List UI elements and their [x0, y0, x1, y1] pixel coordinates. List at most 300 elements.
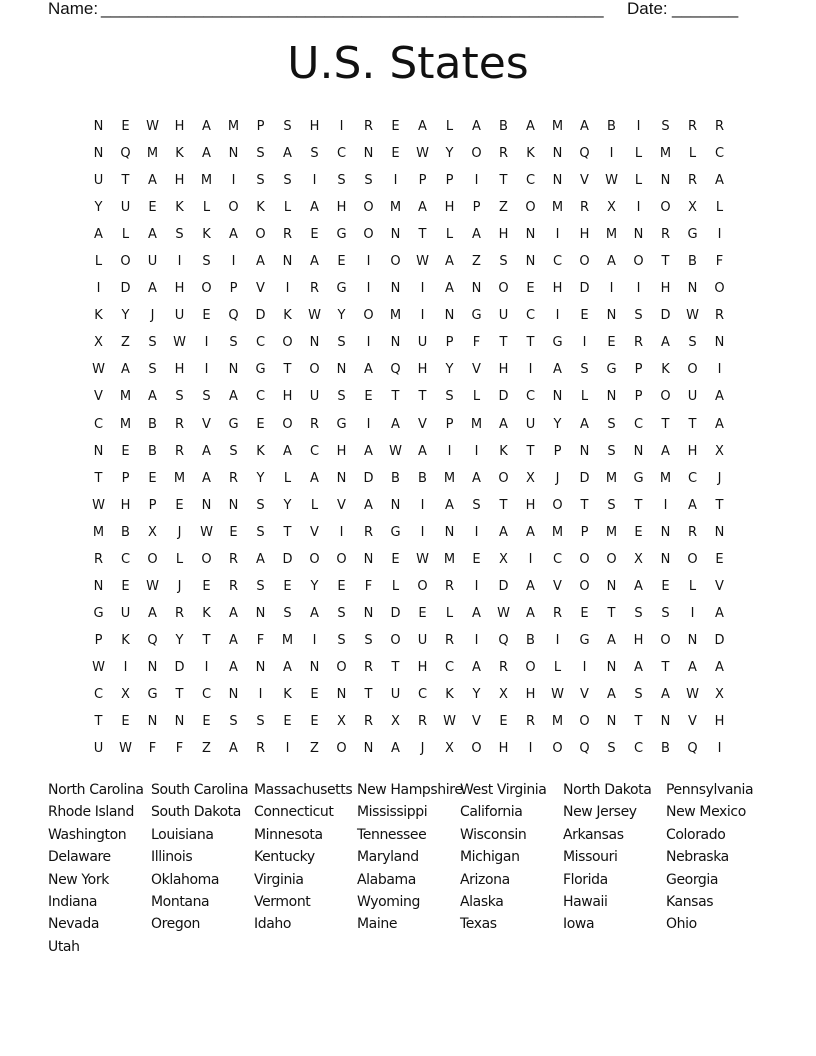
grid-letter[interactable]: I	[636, 119, 641, 134]
grid-letter[interactable]: R	[417, 714, 428, 730]
grid-letter[interactable]: N	[228, 686, 239, 702]
grid-letter[interactable]: O	[498, 281, 509, 297]
grid-letter[interactable]: M	[389, 308, 402, 324]
grid-letter[interactable]: G	[579, 632, 590, 648]
grid-letter[interactable]: H	[174, 362, 185, 378]
grid-letter[interactable]: S	[661, 119, 670, 134]
grid-letter[interactable]: I	[177, 254, 182, 270]
grid-letter[interactable]: I	[555, 227, 560, 243]
grid-letter[interactable]: N	[255, 659, 266, 675]
grid-letter[interactable]: E	[229, 524, 238, 540]
grid-letter[interactable]: I	[717, 362, 722, 378]
grid-letter[interactable]: S	[607, 497, 616, 513]
grid-letter[interactable]: N	[444, 308, 455, 324]
grid-letter[interactable]: O	[363, 200, 374, 216]
grid-letter[interactable]: Y	[94, 200, 103, 216]
grid-letter[interactable]: O	[201, 551, 212, 567]
grid-letter[interactable]: E	[283, 578, 292, 594]
grid-letter[interactable]: A	[445, 254, 454, 270]
grid-letter[interactable]: A	[472, 659, 481, 675]
grid-letter[interactable]: X	[445, 741, 454, 757]
grid-letter[interactable]: A	[229, 632, 238, 648]
grid-letter[interactable]: R	[363, 714, 374, 730]
grid-letter[interactable]: A	[418, 200, 427, 216]
grid-letter[interactable]: P	[580, 524, 589, 540]
grid-letter[interactable]: M	[470, 416, 483, 432]
grid-letter[interactable]: X	[526, 470, 535, 486]
grid-letter[interactable]: A	[148, 227, 157, 243]
grid-letter[interactable]: I	[96, 281, 101, 297]
grid-letter[interactable]: D	[255, 308, 266, 324]
grid-letter[interactable]: E	[472, 551, 481, 567]
grid-letter[interactable]: T	[499, 173, 508, 189]
grid-letter[interactable]: L	[445, 227, 454, 243]
date-field[interactable]: _______	[672, 0, 739, 18]
grid-letter[interactable]: A	[526, 524, 535, 540]
grid-letter[interactable]: T	[634, 714, 643, 730]
grid-letter[interactable]: R	[309, 416, 320, 432]
grid-letter[interactable]: A	[310, 200, 319, 216]
name-field[interactable]: ______________________________________________________	[101, 0, 604, 18]
grid-letter[interactable]: I	[528, 551, 533, 567]
grid-letter[interactable]: K	[283, 686, 292, 702]
grid-letter[interactable]: U	[309, 389, 320, 405]
grid-letter[interactable]: G	[147, 686, 158, 702]
grid-letter[interactable]: I	[231, 254, 236, 270]
grid-letter[interactable]: R	[552, 605, 563, 621]
grid-letter[interactable]: N	[255, 605, 266, 621]
grid-letter[interactable]: R	[174, 443, 185, 459]
grid-letter[interactable]: R	[174, 605, 185, 621]
grid-letter[interactable]: K	[175, 200, 184, 216]
grid-letter[interactable]: U	[93, 741, 104, 757]
grid-letter[interactable]: H	[336, 200, 347, 216]
grid-letter[interactable]: I	[474, 632, 479, 648]
grid-letter[interactable]: Y	[283, 497, 292, 513]
grid-letter[interactable]: R	[714, 308, 725, 324]
grid-letter[interactable]: S	[499, 254, 508, 270]
grid-letter[interactable]: A	[634, 659, 643, 675]
grid-letter[interactable]: S	[202, 254, 211, 270]
grid-letter[interactable]: L	[310, 497, 319, 513]
grid-letter[interactable]: S	[364, 173, 373, 189]
grid-letter[interactable]: M	[389, 200, 402, 216]
grid-letter[interactable]: O	[579, 551, 590, 567]
grid-letter[interactable]: C	[633, 741, 644, 757]
grid-letter[interactable]: W	[416, 146, 429, 162]
grid-letter[interactable]: V	[94, 389, 103, 405]
grid-letter[interactable]: R	[363, 659, 374, 675]
grid-letter[interactable]: M	[551, 714, 564, 730]
grid-letter[interactable]: E	[121, 714, 130, 730]
grid-letter[interactable]: I	[717, 227, 722, 243]
grid-letter[interactable]: O	[606, 551, 617, 567]
grid-letter[interactable]: O	[579, 714, 590, 730]
grid-letter[interactable]: M	[173, 470, 186, 486]
grid-letter[interactable]: C	[93, 686, 104, 702]
grid-letter[interactable]: D	[579, 470, 590, 486]
grid-letter[interactable]: W	[173, 335, 186, 351]
grid-letter[interactable]: I	[366, 281, 371, 297]
grid-letter[interactable]: W	[308, 308, 321, 324]
grid-letter[interactable]: T	[688, 416, 697, 432]
grid-letter[interactable]: M	[119, 389, 132, 405]
grid-letter[interactable]: I	[636, 281, 641, 297]
grid-letter[interactable]: O	[660, 389, 671, 405]
grid-letter[interactable]: N	[606, 389, 617, 405]
grid-letter[interactable]: O	[660, 632, 671, 648]
grid-letter[interactable]: M	[443, 470, 456, 486]
grid-letter[interactable]: E	[310, 227, 319, 243]
grid-letter[interactable]: A	[229, 389, 238, 405]
grid-letter[interactable]: O	[417, 578, 428, 594]
grid-letter[interactable]: A	[688, 497, 697, 513]
grid-letter[interactable]: A	[715, 389, 724, 405]
grid-letter[interactable]: N	[93, 578, 104, 594]
grid-letter[interactable]: R	[498, 659, 509, 675]
grid-letter[interactable]: P	[256, 119, 265, 134]
grid-letter[interactable]: L	[634, 146, 643, 162]
grid-letter[interactable]: N	[336, 362, 347, 378]
grid-letter[interactable]: H	[120, 497, 131, 513]
grid-letter[interactable]: A	[229, 659, 238, 675]
grid-letter[interactable]: T	[499, 497, 508, 513]
grid-letter[interactable]: C	[633, 416, 644, 432]
grid-letter[interactable]: N	[309, 335, 320, 351]
grid-letter[interactable]: A	[580, 119, 589, 134]
grid-letter[interactable]: T	[715, 497, 724, 513]
grid-letter[interactable]: O	[309, 362, 320, 378]
grid-letter[interactable]: P	[553, 443, 562, 459]
grid-letter[interactable]: N	[687, 632, 698, 648]
grid-letter[interactable]: W	[119, 741, 132, 757]
grid-letter[interactable]: S	[607, 443, 616, 459]
grid-letter[interactable]: A	[526, 578, 535, 594]
grid-letter[interactable]: L	[688, 146, 697, 162]
grid-letter[interactable]: A	[445, 497, 454, 513]
grid-letter[interactable]: I	[420, 281, 425, 297]
grid-letter[interactable]: E	[418, 605, 427, 621]
grid-letter[interactable]: I	[690, 605, 695, 621]
grid-letter[interactable]: E	[202, 578, 211, 594]
grid-letter[interactable]: D	[660, 308, 671, 324]
grid-letter[interactable]: H	[687, 443, 698, 459]
grid-letter[interactable]: A	[607, 632, 616, 648]
grid-letter[interactable]: N	[93, 119, 104, 134]
grid-letter[interactable]: C	[552, 254, 563, 270]
grid-letter[interactable]: P	[634, 389, 643, 405]
grid-letter[interactable]: E	[337, 254, 346, 270]
grid-letter[interactable]: I	[366, 335, 371, 351]
grid-letter[interactable]: B	[661, 741, 670, 757]
grid-letter[interactable]: I	[393, 173, 398, 189]
grid-letter[interactable]: E	[364, 389, 373, 405]
grid-letter[interactable]: I	[636, 200, 641, 216]
grid-letter[interactable]: G	[255, 362, 266, 378]
grid-letter[interactable]: C	[417, 686, 428, 702]
grid-letter[interactable]: N	[552, 173, 563, 189]
grid-letter[interactable]: Q	[390, 362, 401, 378]
grid-letter[interactable]: N	[714, 335, 725, 351]
grid-letter[interactable]: S	[580, 362, 589, 378]
grid-letter[interactable]: N	[363, 741, 374, 757]
grid-letter[interactable]: O	[687, 551, 698, 567]
grid-letter[interactable]: Y	[337, 308, 346, 324]
grid-letter[interactable]: R	[174, 416, 185, 432]
grid-letter[interactable]: I	[258, 686, 263, 702]
grid-letter[interactable]: K	[256, 443, 265, 459]
grid-letter[interactable]: M	[146, 146, 159, 162]
grid-letter[interactable]: N	[363, 605, 374, 621]
grid-letter[interactable]: U	[525, 416, 536, 432]
grid-letter[interactable]: A	[148, 605, 157, 621]
grid-letter[interactable]: H	[174, 173, 185, 189]
grid-letter[interactable]: M	[605, 470, 618, 486]
grid-letter[interactable]: O	[579, 578, 590, 594]
grid-letter[interactable]: J	[150, 308, 155, 324]
grid-letter[interactable]: N	[660, 551, 671, 567]
grid-letter[interactable]: O	[471, 741, 482, 757]
grid-letter[interactable]: B	[499, 119, 508, 134]
grid-letter[interactable]: E	[121, 443, 130, 459]
grid-letter[interactable]: A	[364, 362, 373, 378]
grid-letter[interactable]: R	[444, 578, 455, 594]
grid-letter[interactable]: S	[688, 335, 697, 351]
grid-letter[interactable]: E	[283, 714, 292, 730]
grid-letter[interactable]: H	[714, 714, 725, 730]
grid-letter[interactable]: Y	[310, 578, 319, 594]
grid-letter[interactable]: O	[390, 254, 401, 270]
grid-letter[interactable]: R	[687, 119, 698, 134]
grid-letter[interactable]: K	[526, 146, 535, 162]
grid-letter[interactable]: S	[634, 605, 643, 621]
grid-letter[interactable]: G	[93, 605, 104, 621]
grid-letter[interactable]: W	[686, 686, 699, 702]
grid-letter[interactable]: M	[605, 227, 618, 243]
grid-letter[interactable]: X	[688, 200, 697, 216]
grid-letter[interactable]: D	[282, 551, 293, 567]
grid-letter[interactable]: S	[256, 714, 265, 730]
grid-letter[interactable]: A	[364, 443, 373, 459]
grid-letter[interactable]: J	[177, 524, 182, 540]
grid-letter[interactable]: P	[445, 416, 454, 432]
grid-letter[interactable]: N	[660, 173, 671, 189]
grid-letter[interactable]: A	[148, 173, 157, 189]
grid-letter[interactable]: H	[309, 119, 320, 134]
grid-letter[interactable]: A	[472, 119, 481, 134]
grid-letter[interactable]: X	[391, 714, 400, 730]
grid-letter[interactable]: J	[177, 578, 182, 594]
grid-letter[interactable]: C	[525, 173, 536, 189]
grid-letter[interactable]: N	[282, 254, 293, 270]
grid-letter[interactable]: V	[580, 686, 589, 702]
grid-letter[interactable]: H	[633, 632, 644, 648]
grid-letter[interactable]: W	[92, 659, 105, 675]
grid-letter[interactable]: K	[121, 632, 130, 648]
grid-letter[interactable]: S	[661, 605, 670, 621]
grid-letter[interactable]: A	[526, 119, 535, 134]
grid-letter[interactable]: M	[551, 119, 564, 134]
grid-letter[interactable]: V	[472, 362, 481, 378]
grid-letter[interactable]: H	[525, 497, 536, 513]
grid-letter[interactable]: G	[552, 335, 563, 351]
grid-letter[interactable]: I	[420, 308, 425, 324]
grid-letter[interactable]: E	[148, 200, 157, 216]
grid-letter[interactable]: N	[606, 714, 617, 730]
grid-letter[interactable]: M	[605, 524, 618, 540]
grid-letter[interactable]: X	[121, 686, 130, 702]
grid-letter[interactable]: B	[607, 119, 616, 134]
grid-letter[interactable]: S	[337, 389, 346, 405]
grid-letter[interactable]: T	[283, 524, 292, 540]
grid-letter[interactable]: N	[525, 254, 536, 270]
grid-letter[interactable]: S	[229, 335, 238, 351]
grid-letter[interactable]: A	[283, 659, 292, 675]
grid-letter[interactable]: P	[418, 173, 427, 189]
grid-letter[interactable]: Q	[687, 741, 698, 757]
grid-letter[interactable]: I	[528, 362, 533, 378]
grid-letter[interactable]: I	[474, 578, 479, 594]
grid-letter[interactable]: K	[256, 200, 265, 216]
grid-letter[interactable]: N	[228, 146, 239, 162]
grid-letter[interactable]: E	[148, 470, 157, 486]
grid-letter[interactable]: Y	[472, 686, 481, 702]
grid-letter[interactable]: O	[471, 146, 482, 162]
grid-letter[interactable]: P	[634, 362, 643, 378]
grid-letter[interactable]: G	[336, 227, 347, 243]
grid-letter[interactable]: Z	[121, 335, 130, 351]
grid-letter[interactable]: O	[201, 281, 212, 297]
grid-letter[interactable]: S	[256, 524, 265, 540]
grid-letter[interactable]: S	[256, 173, 265, 189]
grid-letter[interactable]: N	[93, 443, 104, 459]
grid-letter[interactable]: I	[555, 632, 560, 648]
grid-letter[interactable]: I	[285, 281, 290, 297]
grid-letter[interactable]: W	[416, 551, 429, 567]
grid-letter[interactable]: J	[420, 741, 425, 757]
grid-letter[interactable]: S	[337, 632, 346, 648]
grid-letter[interactable]: A	[499, 524, 508, 540]
grid-letter[interactable]: O	[525, 659, 536, 675]
grid-letter[interactable]: R	[498, 146, 509, 162]
grid-letter[interactable]: Y	[445, 146, 454, 162]
grid-letter[interactable]: A	[607, 686, 616, 702]
grid-letter[interactable]: R	[525, 714, 536, 730]
grid-letter[interactable]: Z	[472, 254, 481, 270]
grid-letter[interactable]: K	[202, 227, 211, 243]
grid-letter[interactable]: N	[228, 362, 239, 378]
grid-letter[interactable]: U	[120, 605, 131, 621]
grid-letter[interactable]: A	[229, 227, 238, 243]
grid-letter[interactable]: O	[552, 497, 563, 513]
grid-letter[interactable]: M	[92, 524, 105, 540]
grid-letter[interactable]: V	[580, 173, 589, 189]
grid-letter[interactable]: R	[363, 524, 374, 540]
grid-letter[interactable]: G	[336, 281, 347, 297]
grid-letter[interactable]: W	[686, 308, 699, 324]
grid-letter[interactable]: E	[337, 578, 346, 594]
grid-letter[interactable]: L	[94, 254, 103, 270]
grid-letter[interactable]: I	[582, 335, 587, 351]
grid-letter[interactable]: L	[202, 200, 211, 216]
grid-letter[interactable]: O	[525, 200, 536, 216]
grid-letter[interactable]: I	[609, 146, 614, 162]
grid-letter[interactable]: G	[606, 362, 617, 378]
grid-letter[interactable]: M	[227, 119, 240, 134]
grid-letter[interactable]: G	[471, 308, 482, 324]
grid-letter[interactable]: L	[715, 200, 724, 216]
grid-letter[interactable]: B	[391, 470, 400, 486]
grid-letter[interactable]: S	[364, 632, 373, 648]
grid-letter[interactable]: K	[175, 146, 184, 162]
grid-letter[interactable]: A	[229, 605, 238, 621]
grid-letter[interactable]: X	[715, 443, 724, 459]
grid-letter[interactable]: K	[499, 443, 508, 459]
grid-letter[interactable]: A	[202, 146, 211, 162]
grid-letter[interactable]: G	[390, 524, 401, 540]
grid-letter[interactable]: L	[121, 227, 130, 243]
grid-letter[interactable]: X	[607, 200, 616, 216]
grid-letter[interactable]: P	[472, 200, 481, 216]
grid-letter[interactable]: N	[147, 659, 158, 675]
grid-letter[interactable]: E	[121, 578, 130, 594]
grid-letter[interactable]: O	[120, 254, 131, 270]
grid-letter[interactable]: A	[364, 497, 373, 513]
grid-letter[interactable]: W	[146, 119, 159, 134]
grid-letter[interactable]: D	[498, 389, 509, 405]
grid-letter[interactable]: M	[443, 551, 456, 567]
grid-letter[interactable]: A	[283, 146, 292, 162]
grid-letter[interactable]: L	[472, 389, 481, 405]
grid-letter[interactable]: E	[202, 308, 211, 324]
grid-letter[interactable]: P	[445, 173, 454, 189]
grid-letter[interactable]: O	[363, 227, 374, 243]
grid-letter[interactable]: E	[607, 335, 616, 351]
grid-letter[interactable]: Y	[553, 416, 562, 432]
grid-letter[interactable]: W	[497, 605, 510, 621]
grid-letter[interactable]: B	[526, 632, 535, 648]
grid-letter[interactable]: T	[634, 497, 643, 513]
grid-letter[interactable]: L	[553, 659, 562, 675]
grid-letter[interactable]: K	[445, 686, 454, 702]
grid-letter[interactable]: U	[417, 632, 428, 648]
grid-letter[interactable]: A	[148, 389, 157, 405]
grid-letter[interactable]: O	[336, 659, 347, 675]
grid-letter[interactable]: I	[339, 524, 344, 540]
grid-letter[interactable]: R	[255, 741, 266, 757]
grid-letter[interactable]: O	[255, 227, 266, 243]
grid-letter[interactable]: H	[336, 443, 347, 459]
grid-letter[interactable]: A	[256, 551, 265, 567]
grid-letter[interactable]: R	[579, 200, 590, 216]
grid-letter[interactable]: S	[148, 335, 157, 351]
grid-letter[interactable]: Z	[499, 200, 508, 216]
grid-letter[interactable]: U	[498, 308, 509, 324]
grid-letter[interactable]: L	[283, 200, 292, 216]
grid-letter[interactable]: N	[606, 578, 617, 594]
grid-letter[interactable]: C	[714, 146, 725, 162]
grid-letter[interactable]: L	[634, 173, 643, 189]
grid-letter[interactable]: V	[310, 524, 319, 540]
grid-letter[interactable]: T	[661, 416, 670, 432]
grid-letter[interactable]: Y	[445, 362, 454, 378]
grid-letter[interactable]: N	[147, 714, 158, 730]
grid-letter[interactable]: Z	[310, 741, 319, 757]
grid-letter[interactable]: S	[283, 119, 292, 134]
grid-letter[interactable]: I	[474, 443, 479, 459]
grid-letter[interactable]: X	[337, 714, 346, 730]
grid-letter[interactable]: V	[472, 714, 481, 730]
